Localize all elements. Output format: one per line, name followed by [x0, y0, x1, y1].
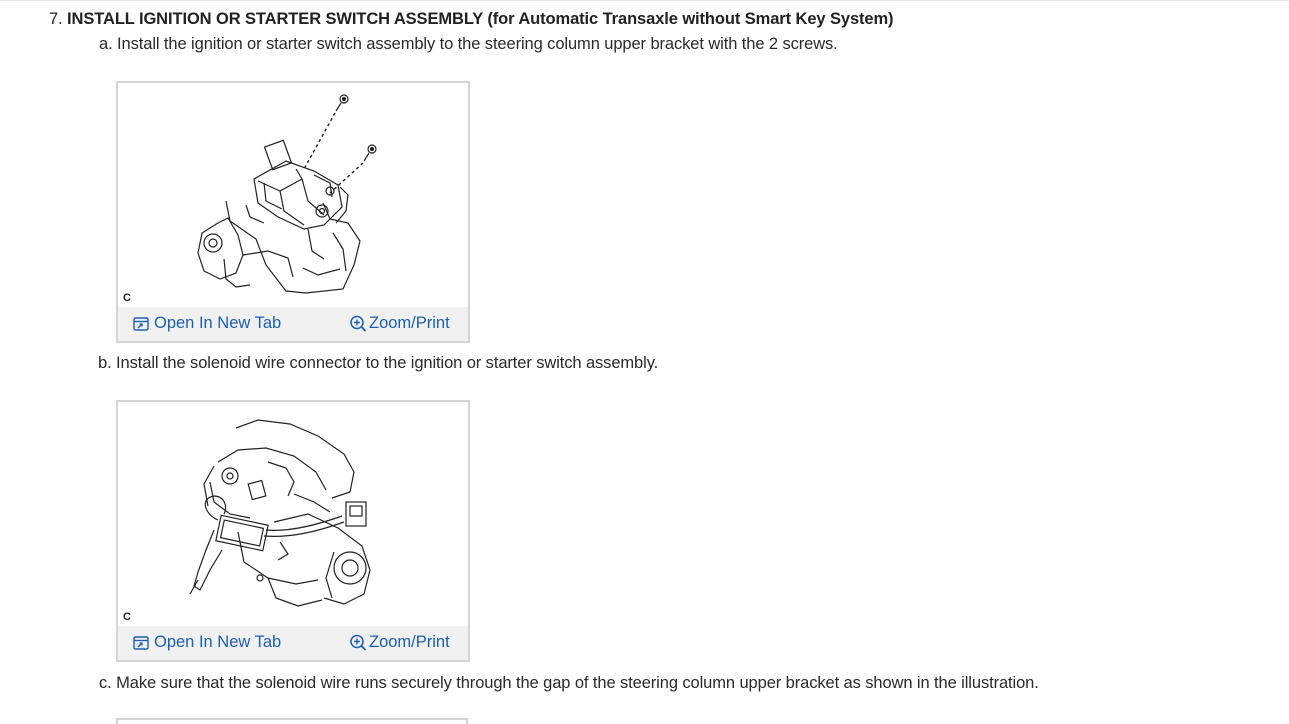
- figure-code: C: [123, 611, 131, 623]
- substep-c: c. Make sure that the solenoid wire runs securely through the gap of the steering column upper bracket as shown in the illustration.: [99, 674, 1039, 692]
- zoom-print-label: Zoom/Print: [369, 633, 450, 651]
- open-new-tab-icon: [133, 636, 149, 650]
- figure-solenoid-connector: [116, 400, 470, 662]
- substep-a: a. Install the ignition or starter switch assembly to the steering column upper bracket with the 2 screws.: [99, 35, 838, 53]
- open-in-new-tab-label: Open In New Tab: [154, 314, 282, 332]
- zoom-print-link[interactable]: [349, 314, 450, 333]
- figure-toolbar: [118, 626, 468, 660]
- figure-install-switch: [116, 81, 470, 343]
- zoom-in-icon: [349, 634, 367, 652]
- zoom-print-link[interactable]: [349, 633, 450, 652]
- step-title: INSTALL IGNITION OR STARTER SWITCH ASSEMBLY (for Automatic Transaxle without Smart Key System): [67, 10, 894, 28]
- zoom-in-icon: [349, 315, 367, 333]
- step-heading: [49, 10, 893, 29]
- illustration-solenoid-connector: [118, 402, 468, 624]
- open-new-tab-icon: [133, 317, 149, 331]
- figure-toolbar: [118, 307, 468, 341]
- figure-code: C: [123, 292, 131, 304]
- zoom-print-label: Zoom/Print: [369, 314, 450, 332]
- next-figure-frame: [116, 718, 468, 724]
- illustration-switch-screws: [118, 83, 468, 305]
- substep-b: b. Install the solenoid wire connector to the ignition or starter switch assembly.: [98, 354, 659, 372]
- open-in-new-tab-link[interactable]: [133, 314, 281, 333]
- open-in-new-tab-label: Open In New Tab: [154, 633, 282, 651]
- step-number: 7.: [49, 10, 63, 28]
- top-divider: [0, 0, 1289, 1]
- open-in-new-tab-link[interactable]: [133, 633, 281, 652]
